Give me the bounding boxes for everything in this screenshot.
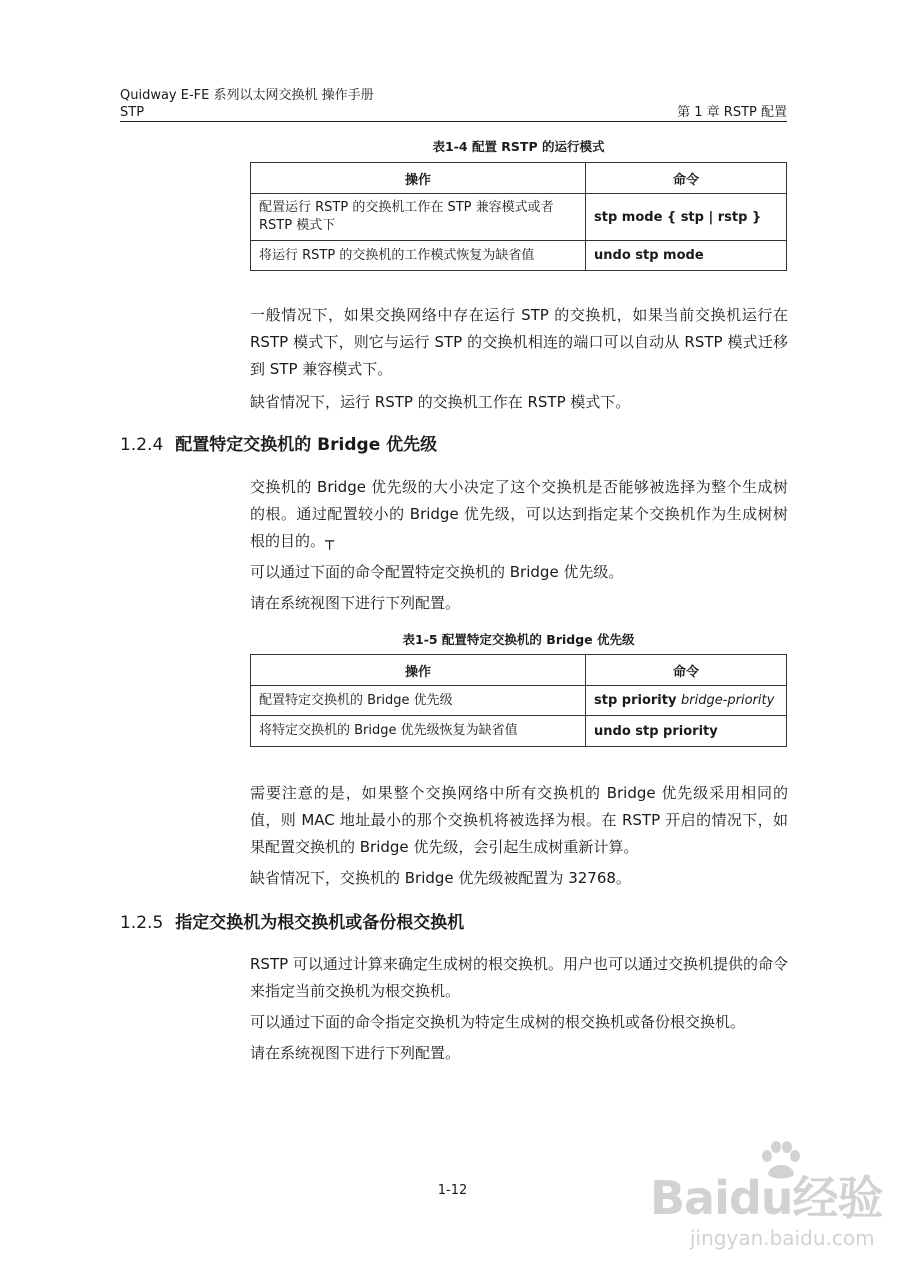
table-row xyxy=(251,241,787,271)
command-keyword: stp priority xyxy=(594,693,681,708)
paragraph: 缺省情况下，运行 RSTP 的交换机工作在 RSTP 模式下。 xyxy=(250,393,631,411)
command-cell xyxy=(586,686,787,716)
table-1-5-caption: 表1-5 配置特定交换机的 Bridge 优先级 xyxy=(402,632,635,647)
paragraph: 需要注意的是，如果整个交换网络中所有交换机的 Bridge 优先级采用相同的值，则 MAC 地址最小的那个交换机将被选择为根。在 RSTP 开启的情况下，如果配置交换机的 Bridge 优先级，会引起生成树重新计算。 xyxy=(250,784,788,856)
table-1-4 xyxy=(250,162,787,271)
table-1-4-caption: 表1-4 配置 RSTP 的运行模式 xyxy=(432,139,605,154)
paragraph: 缺省情况下，交换机的 Bridge 优先级被配置为 32768。 xyxy=(250,869,631,887)
table-header-row xyxy=(251,655,787,686)
paragraph: 请在系统视图下进行下列配置。 xyxy=(250,1044,461,1062)
section-number: 1.2.4 xyxy=(120,435,164,455)
column-header-operation: 操作 xyxy=(251,655,586,686)
table-header-row xyxy=(251,163,787,194)
column-header-command: 命令 xyxy=(586,163,787,194)
paragraph: 可以通过下面的命令配置特定交换机的 Bridge 优先级。 xyxy=(250,563,624,581)
header-section-label: STP xyxy=(120,105,145,120)
paragraph: 可以通过下面的命令指定交换机为特定生成树的根交换机或备份根交换机。 xyxy=(250,1013,746,1031)
paragraph: 一般情况下，如果交换网络中存在运行 STP 的交换机，如果当前交换机运行在 RSTP 模式下，则它与运行 STP 的交换机相连的端口可以自动从 RSTP 模式迁移到 STP 兼容模式下。 xyxy=(250,306,788,378)
table-row xyxy=(251,194,787,241)
column-header-operation: 操作 xyxy=(251,163,586,194)
header-divider xyxy=(120,121,787,122)
section-heading-1-2-5 xyxy=(120,912,464,934)
section-heading-1-2-4 xyxy=(120,434,437,456)
operation-cell: 配置特定交换机的 Bridge 优先级 xyxy=(251,686,586,716)
chapter-title: 第 1 章 RSTP 配置 xyxy=(677,105,787,120)
paragraph: RSTP 可以通过计算来确定生成树的根交换机。用户也可以通过交换机提供的命令来指定当前交换机为根交换机。 xyxy=(250,955,788,1000)
table-row xyxy=(251,716,787,747)
section-number: 1.2.5 xyxy=(120,913,164,933)
table-1-5 xyxy=(250,654,787,747)
column-header-command: 命令 xyxy=(586,655,787,686)
paragraph: 交换机的 Bridge 优先级的大小决定了这个交换机是否能够被选择为整个生成树的根。通过配置较小的 Bridge 优先级，可以达到指定某个交换机作为生成树树根的目的。┬ xyxy=(250,478,788,550)
operation-cell: 配置运行 RSTP 的交换机工作在 STP 兼容模式或者 RSTP 模式下 xyxy=(251,194,586,241)
manual-title: Quidway E-FE 系列以太网交换机 操作手册 xyxy=(120,88,374,103)
watermark-brand: Baidu经验 xyxy=(650,1171,883,1225)
section-title: 配置特定交换机的 Bridge 优先级 xyxy=(175,435,438,455)
page-number: 1-12 xyxy=(437,1183,468,1198)
command-cell: undo stp priority xyxy=(586,716,787,747)
command-cell: stp mode { stp | rstp } xyxy=(586,194,787,241)
command-cell: undo stp mode xyxy=(586,241,787,271)
watermark-url: jingyan.baidu.com xyxy=(690,1226,875,1250)
operation-cell: 将特定交换机的 Bridge 优先级恢复为缺省值 xyxy=(251,716,586,747)
operation-cell: 将运行 RSTP 的交换机的工作模式恢复为缺省值 xyxy=(251,241,586,271)
command-argument: bridge-priority xyxy=(680,693,775,708)
section-title: 指定交换机为根交换机或备份根交换机 xyxy=(175,913,465,933)
baidu-jingyan-watermark xyxy=(640,1140,900,1270)
table-row xyxy=(251,686,787,716)
paragraph: 请在系统视图下进行下列配置。 xyxy=(250,594,461,612)
